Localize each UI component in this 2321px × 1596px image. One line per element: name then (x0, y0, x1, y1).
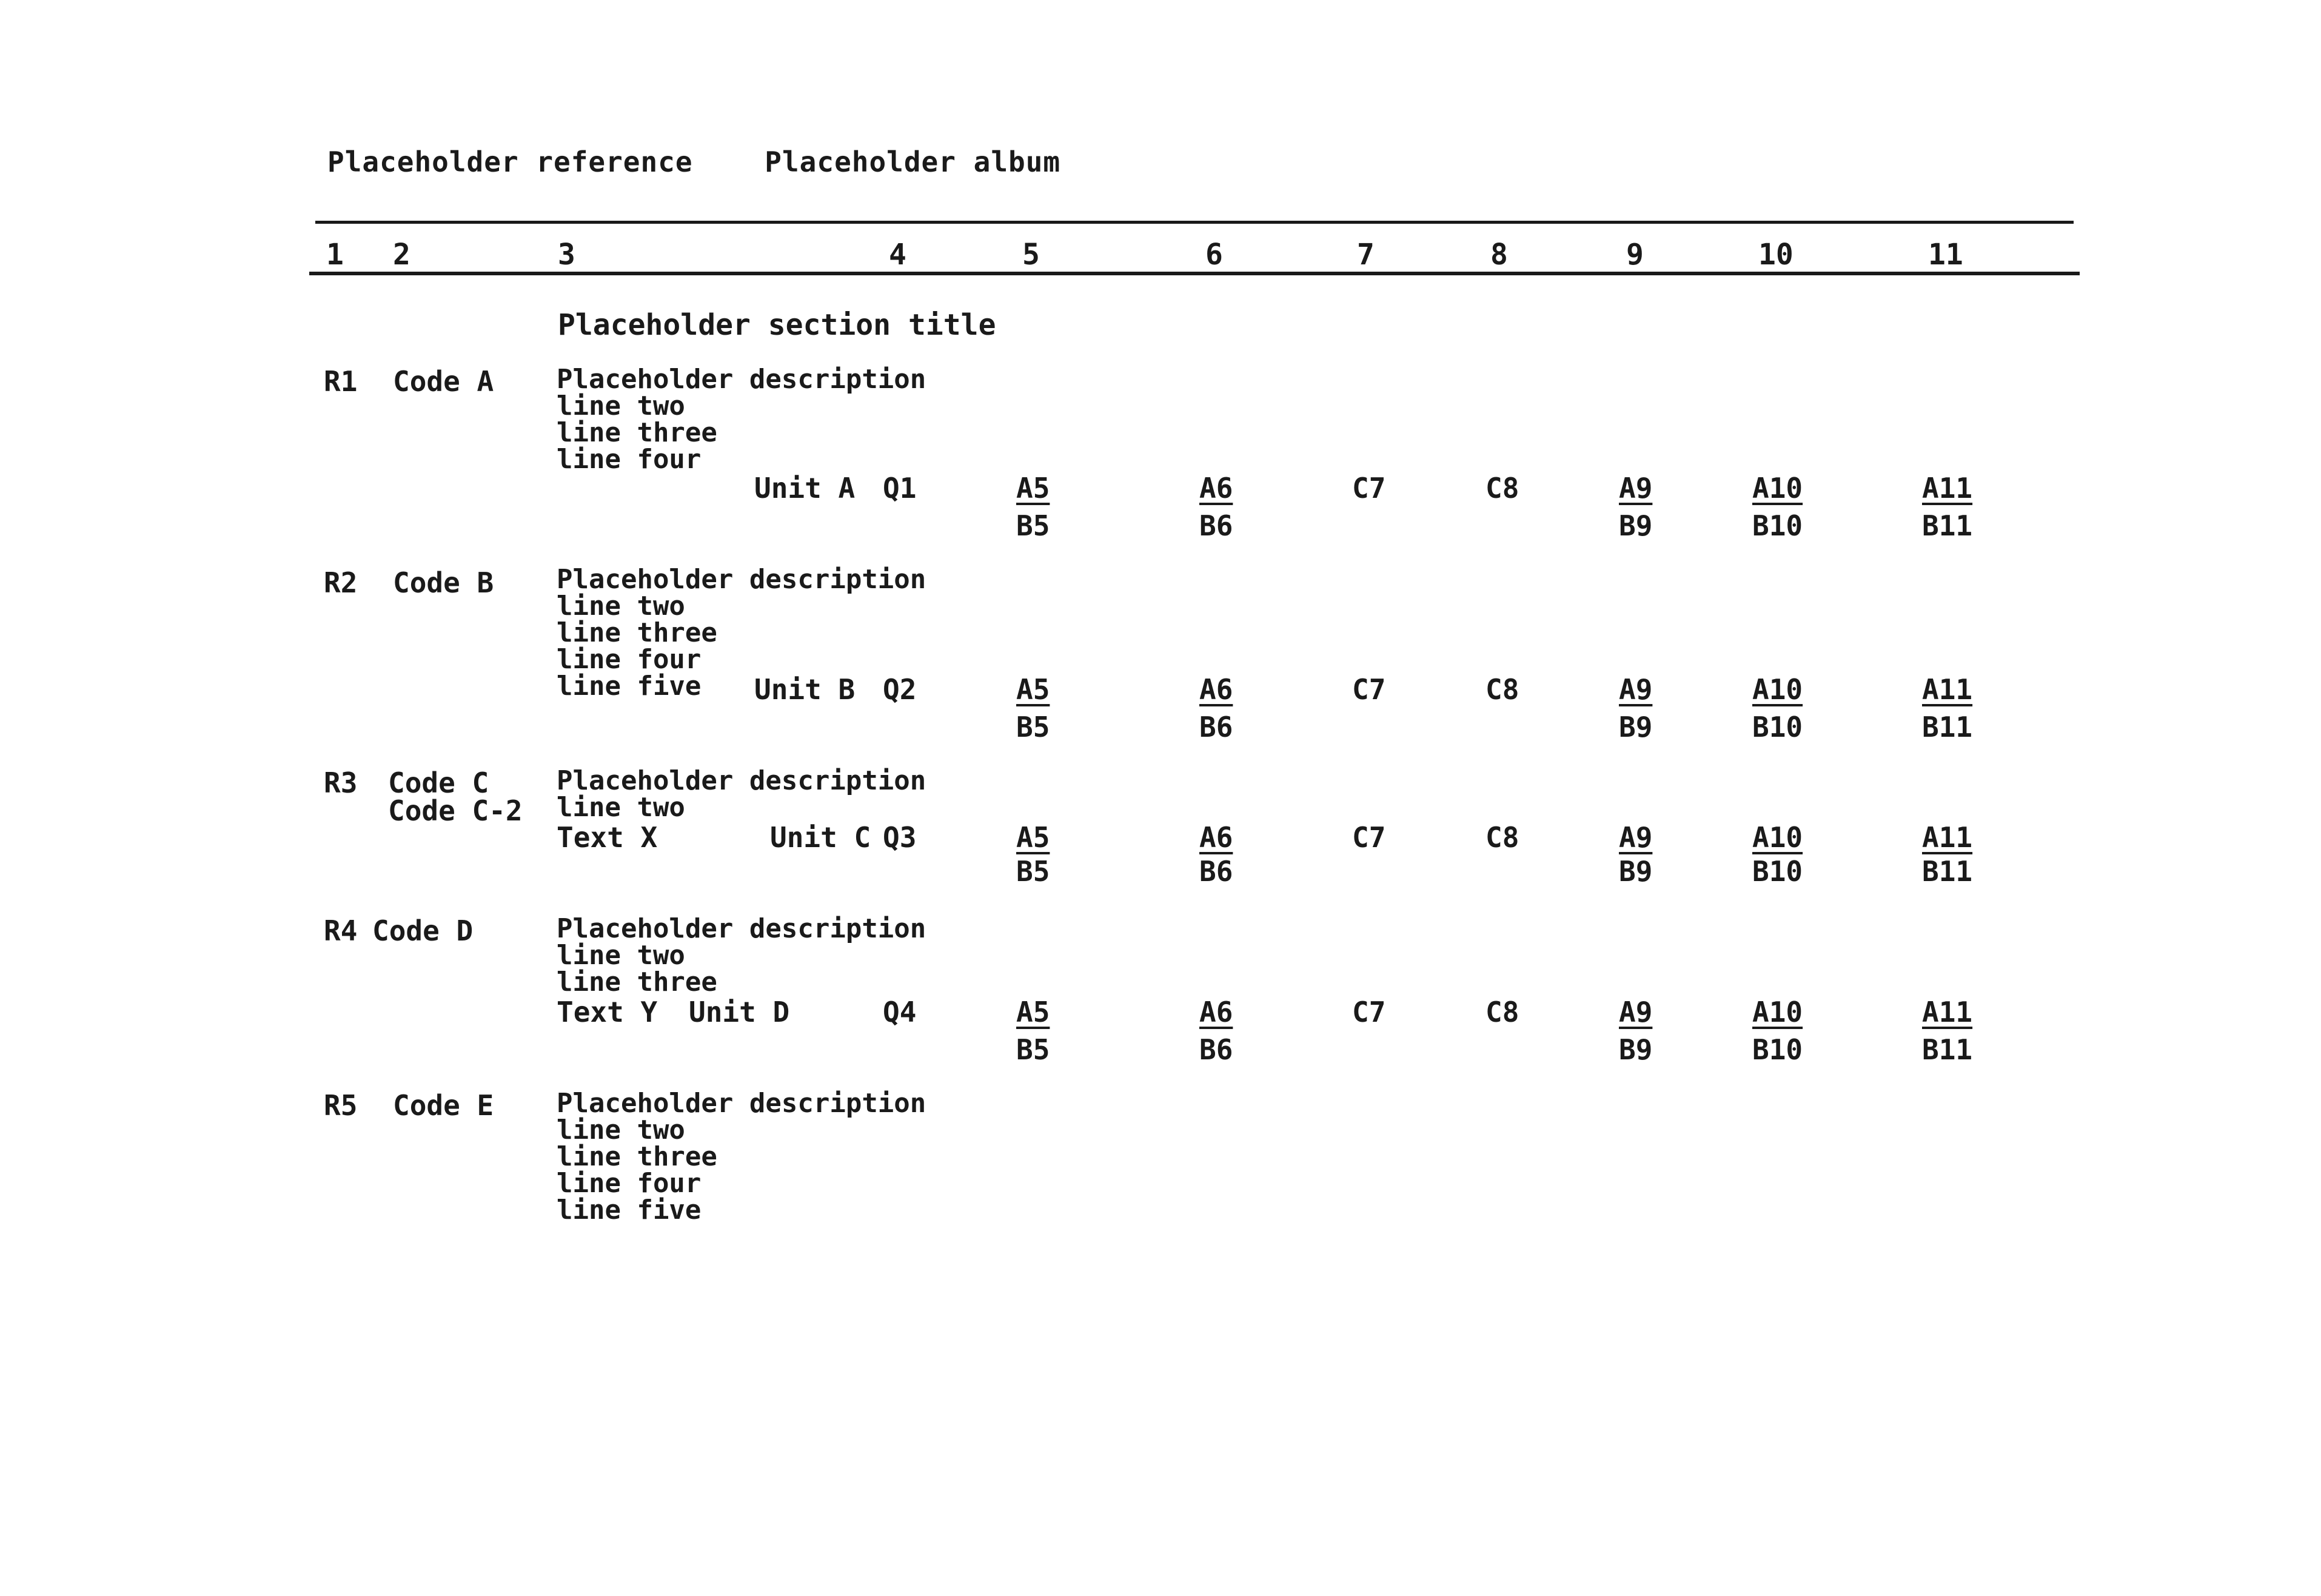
row-col7: C7 (1352, 472, 1386, 505)
row-col11-bottom: B11 (1922, 1033, 1973, 1066)
row-col10-top: A10 (1752, 996, 1803, 1028)
row-number: R3 (324, 766, 358, 799)
row-col6-bottom: B6 (1199, 1033, 1233, 1066)
row-col11-top: A11 (1922, 996, 1973, 1028)
row-code: Code E (393, 1089, 494, 1122)
row-code: Code D (372, 914, 474, 947)
column-header-5: 5 (1022, 238, 1040, 272)
row-col11-bottom: B11 (1922, 509, 1973, 542)
row-col5-top: A5 (1016, 821, 1050, 854)
row-unit: Unit A (754, 472, 856, 505)
row-col6-bottom: B6 (1199, 509, 1233, 542)
row-col9-top: A9 (1619, 673, 1653, 706)
row-col10-top: A10 (1752, 472, 1803, 505)
row-col10-bottom: B10 (1752, 1033, 1803, 1066)
row-col10-top: A10 (1752, 821, 1803, 854)
row-col6-top: A6 (1199, 472, 1233, 505)
row-description-tail: Text X (557, 821, 658, 854)
column-header-6: 6 (1205, 238, 1223, 272)
row-col6-top: A6 (1199, 821, 1233, 854)
header-album: Placeholder album (765, 146, 1061, 178)
document-header (327, 146, 1115, 178)
row-col9-top: A9 (1619, 472, 1653, 505)
row-qty: Q4 (883, 996, 917, 1028)
row-col5-top: A5 (1016, 996, 1050, 1028)
column-header-2: 2 (393, 238, 410, 272)
row-number: R2 (324, 566, 358, 599)
row-description: Placeholder description line two line three line four line five (557, 1088, 926, 1226)
row-col11-top: A11 (1922, 821, 1973, 854)
row-col10-bottom: B10 (1752, 855, 1803, 888)
row-col9-bottom: B9 (1619, 509, 1653, 542)
row-col11-top: A11 (1922, 472, 1973, 505)
row-description: Placeholder description line two line three line four line five (557, 564, 926, 702)
column-header-9: 9 (1626, 238, 1644, 272)
row-number: R4 (324, 914, 358, 947)
row-col5-top: A5 (1016, 472, 1050, 505)
row-col8: C8 (1485, 673, 1519, 706)
column-header-3: 3 (558, 238, 575, 272)
row-col7: C7 (1352, 673, 1386, 706)
column-header-8: 8 (1490, 238, 1508, 272)
row-qty: Q1 (883, 472, 917, 505)
row-col6-top: A6 (1199, 996, 1233, 1028)
table-top-rule (315, 221, 2074, 224)
column-header-4: 4 (889, 238, 906, 272)
row-col6-top: A6 (1199, 673, 1233, 706)
row-col8: C8 (1485, 996, 1519, 1028)
row-col9-bottom: B9 (1619, 1033, 1653, 1066)
row-unit: Unit C (770, 821, 871, 854)
row-code-secondary: Code C-2 (388, 794, 523, 827)
row-number: R1 (324, 365, 358, 398)
row-col6-bottom: B6 (1199, 855, 1233, 888)
row-unit: Unit D (689, 996, 790, 1028)
column-header-1: 1 (326, 238, 344, 272)
row-col5-top: A5 (1016, 673, 1050, 706)
row-description: Placeholder description line two line three line four (557, 364, 926, 475)
column-header-7: 7 (1357, 238, 1375, 272)
row-col11-bottom: B11 (1922, 855, 1973, 888)
row-col8: C8 (1485, 821, 1519, 854)
row-qty: Q3 (883, 821, 917, 854)
section-title: Placeholder section title (558, 308, 996, 342)
row-col5-bottom: B5 (1016, 509, 1050, 542)
row-col8: C8 (1485, 472, 1519, 505)
row-col9-bottom: B9 (1619, 711, 1653, 743)
row-unit: Unit B (754, 673, 856, 706)
row-col5-bottom: B5 (1016, 855, 1050, 888)
row-col7: C7 (1352, 996, 1386, 1028)
row-code: Code B (393, 566, 494, 599)
row-col6-bottom: B6 (1199, 711, 1233, 743)
row-code: Code C (388, 766, 489, 799)
row-col11-bottom: B11 (1922, 711, 1973, 743)
row-col9-top: A9 (1619, 996, 1653, 1028)
row-col5-bottom: B5 (1016, 711, 1050, 743)
row-col5-bottom: B5 (1016, 1033, 1050, 1066)
column-header-11: 11 (1928, 238, 1963, 272)
row-description-tail: Text Y (557, 996, 658, 1028)
column-header-10: 10 (1758, 238, 1794, 272)
row-description: Placeholder description line two line three (557, 913, 926, 998)
row-col9-top: A9 (1619, 821, 1653, 854)
row-number: R5 (324, 1089, 358, 1122)
row-col11-top: A11 (1922, 673, 1973, 706)
row-col7: C7 (1352, 821, 1386, 854)
row-col10-bottom: B10 (1752, 711, 1803, 743)
row-description: Placeholder description line two (557, 765, 926, 823)
row-code: Code A (393, 365, 494, 398)
row-col10-bottom: B10 (1752, 509, 1803, 542)
header-code: Placeholder reference (327, 146, 693, 178)
table-header-rule (309, 272, 2080, 275)
row-col10-top: A10 (1752, 673, 1803, 706)
row-qty: Q2 (883, 673, 917, 706)
row-col9-bottom: B9 (1619, 855, 1653, 888)
